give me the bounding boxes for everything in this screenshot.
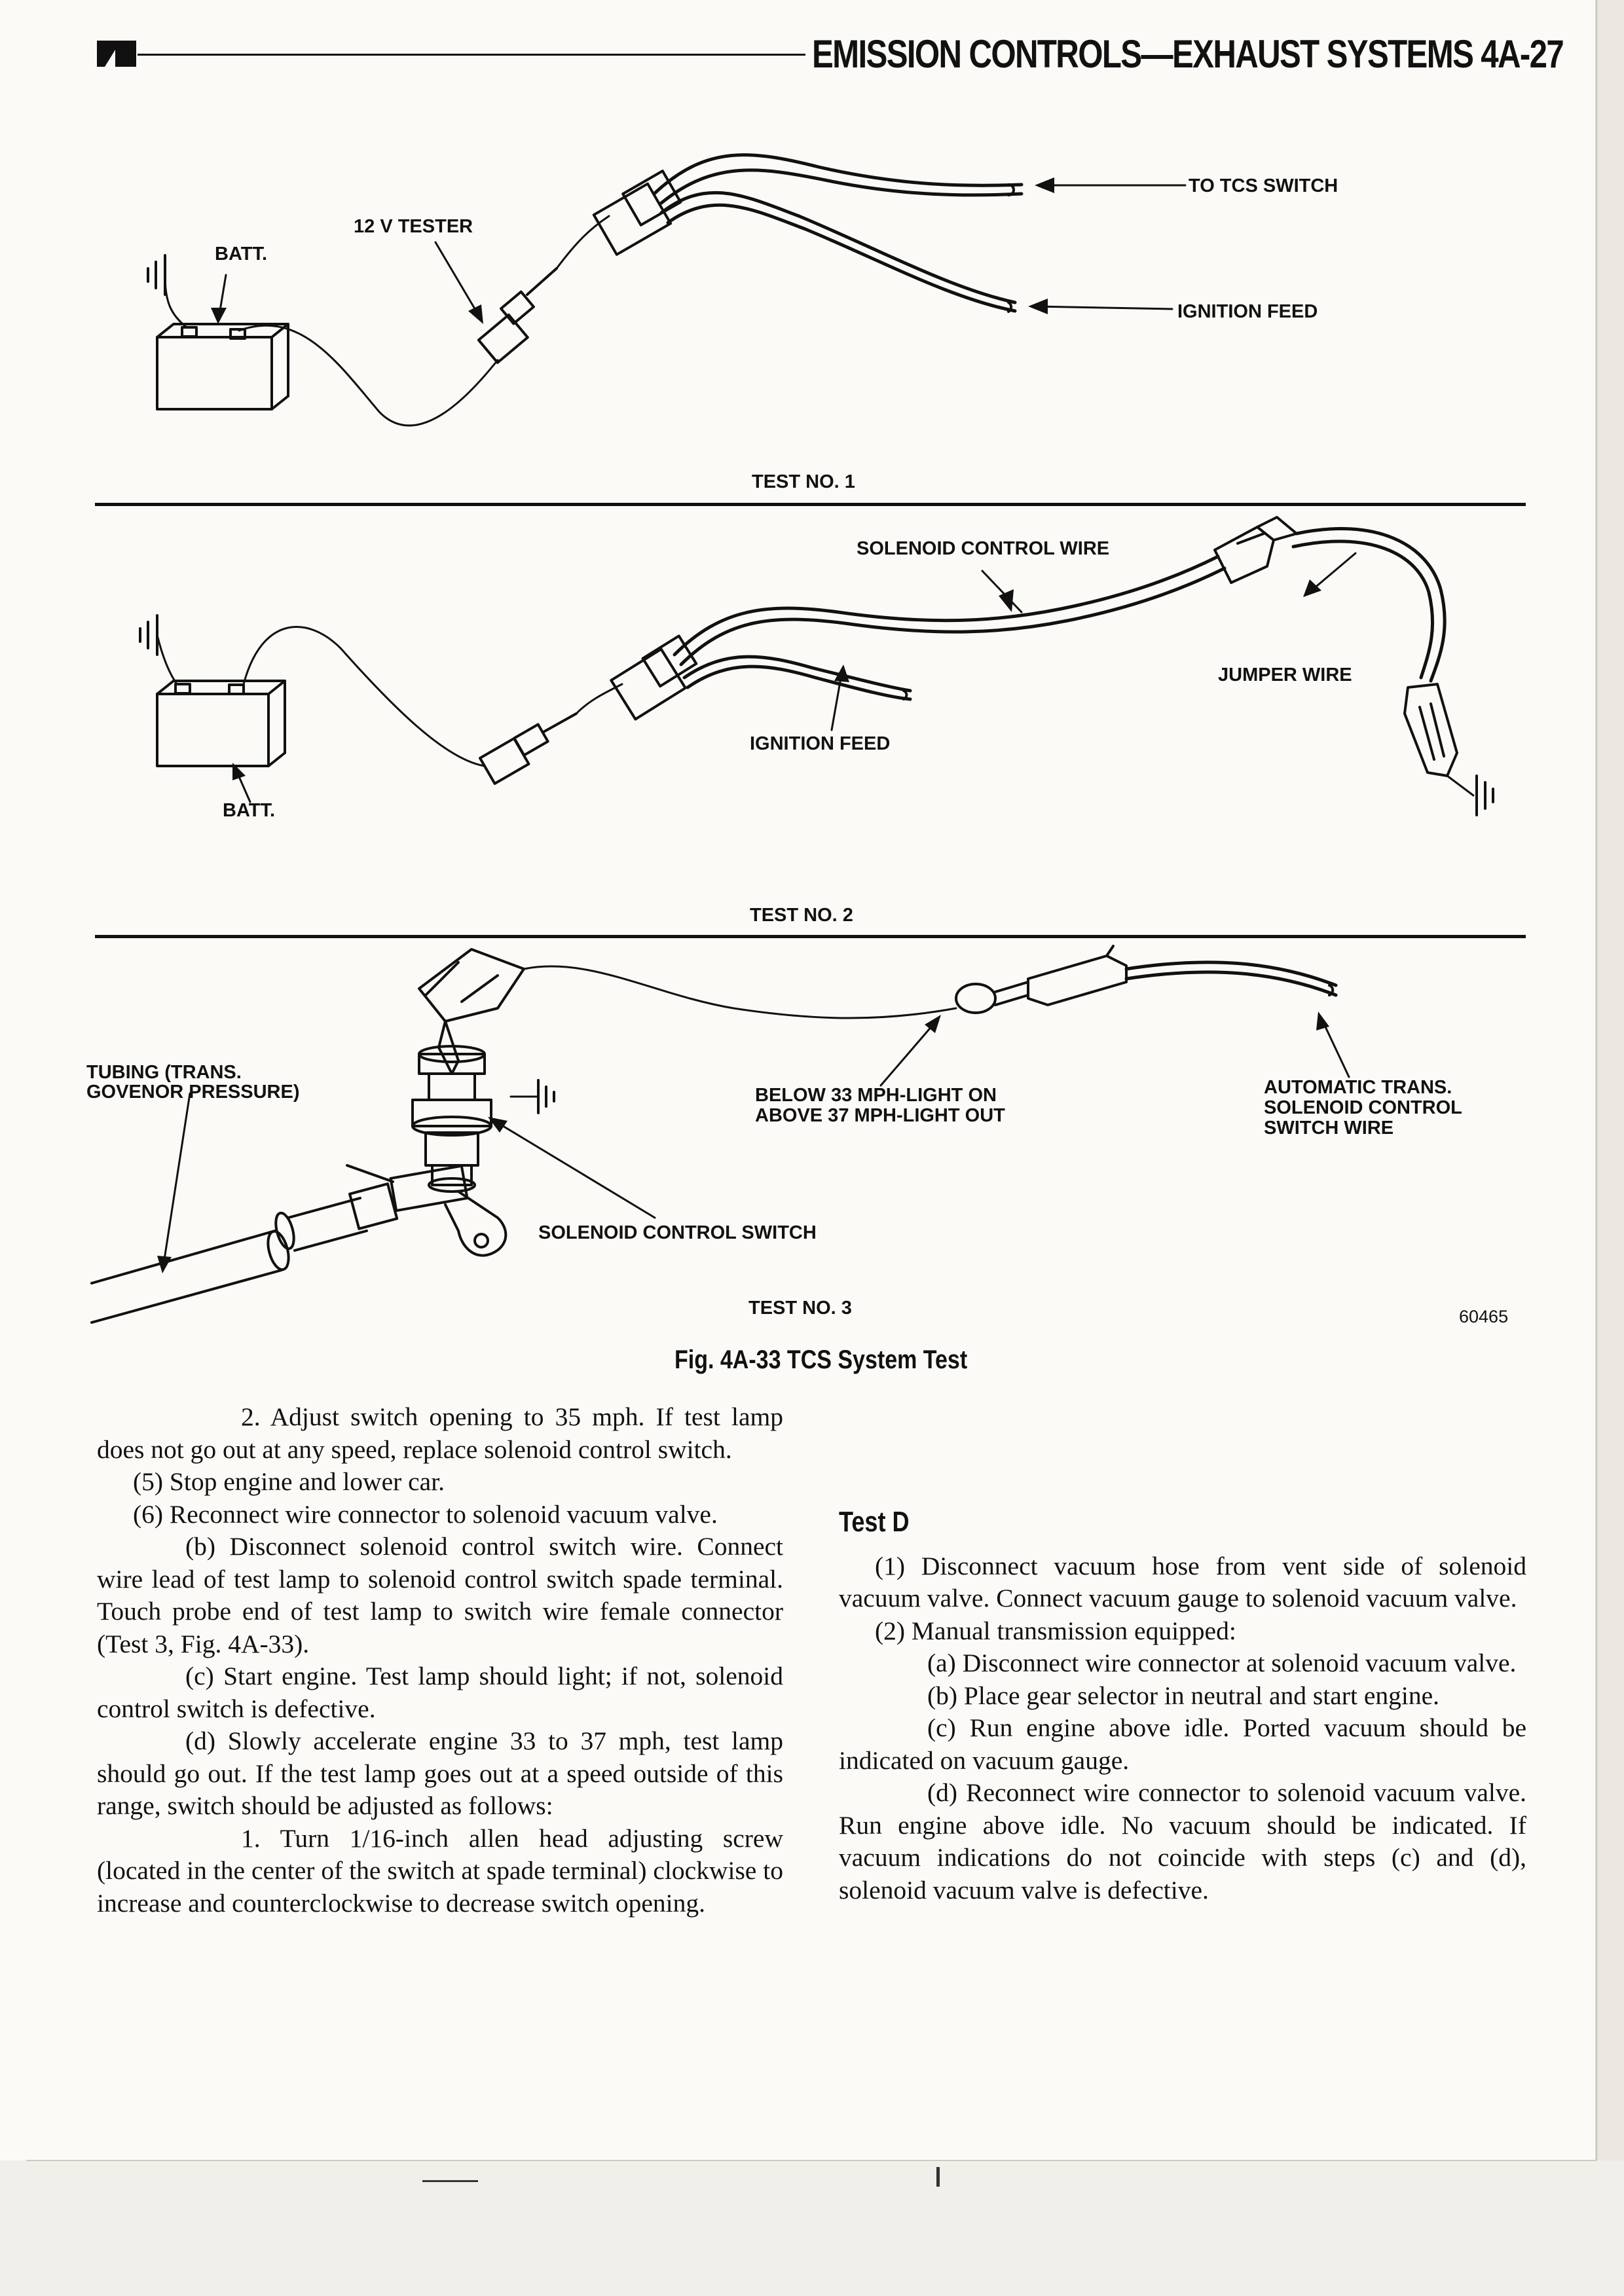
figure-caption: Fig. 4A-33 TCS System Test	[674, 1345, 968, 1374]
test3-wire-connector	[956, 946, 1126, 1013]
test3-name: TEST NO. 3	[748, 1298, 852, 1319]
paragraph: (b) Place gear selector in neutral and start engine.	[927, 1681, 1439, 1710]
footer-tick	[936, 2167, 940, 2187]
test-d-heading: Test D	[839, 1506, 910, 1538]
test3-auto-label-3: SWITCH WIRE	[1264, 1118, 1394, 1139]
tubing-fitting	[347, 1165, 506, 1256]
test1-batt-label: BATT.	[215, 244, 268, 264]
test3-auto-label-2: SOLENOID CONTROL	[1264, 1097, 1462, 1118]
paragraph: (c) Start engine. Test lamp should light; if not, solenoid control switch is defective.	[97, 1662, 783, 1723]
test3-auto-label-1: AUTOMATIC TRANS.	[1264, 1077, 1452, 1098]
paragraph: 2. Adjust switch opening to 35 mph. If test lamp does not go out at any speed, replace solenoid control switch.	[97, 1402, 783, 1464]
right-column	[839, 1506, 1526, 1906]
test1-tester-probe	[479, 268, 557, 363]
figure-code: 60465	[1459, 1307, 1509, 1326]
test2-jumper-label: JUMPER WIRE	[1218, 665, 1352, 685]
test3-switch-label: SOLENOID CONTROL SWITCH	[538, 1222, 817, 1243]
test3-above-label: ABOVE 37 MPH-LIGHT OUT	[755, 1105, 1005, 1126]
test1-battery-icon	[157, 324, 288, 409]
test2-name: TEST NO. 2	[750, 905, 853, 926]
solenoid-control-switch-icon	[413, 1046, 491, 1192]
paragraph: (b) Disconnect solenoid control switch wire. Connect wire lead of test lamp to solenoid control switch spade terminal. Touch probe end of test lamp to switch wire female connector (Test 3, Fig. 4A-33).	[97, 1532, 783, 1658]
paragraph: 1. Turn 1/16-inch allen head adjusting screw (located in the center of the switch at spade terminal) clockwise to increase and counterclockwise to decrease switch opening.	[97, 1823, 783, 1918]
paragraph: (a) Disconnect wire connector at solenoid vacuum valve.	[927, 1649, 1517, 1677]
left-column	[97, 1401, 783, 1920]
test2-divider	[95, 935, 1526, 938]
test2-ignition-label: IGNITION FEED	[750, 733, 891, 754]
test3-tubing-label-1: TUBING (TRANS.	[86, 1062, 242, 1083]
paragraph: (d) Reconnect wire connector to solenoid vacuum valve. Run engine above idle. No vacuum should be indicated. If vacuum indications do not coincide with steps (c) and (d), solenoid vacuum valve is defective.	[839, 1778, 1526, 1904]
test1-name: TEST NO. 1	[752, 471, 855, 492]
test1-tcs-label: TO TCS SWITCH	[1189, 175, 1338, 196]
test1-ground-icon	[148, 255, 165, 295]
paragraph: (6) Reconnect wire connector to solenoid vacuum valve.	[133, 1499, 718, 1529]
test3-below-label: BELOW 33 MPH-LIGHT ON	[755, 1085, 997, 1106]
paragraph: (2) Manual transmission equipped:	[875, 1616, 1236, 1645]
test3-ground-icon	[511, 1080, 554, 1113]
test2-solenoid-wire-label: SOLENOID CONTROL WIRE	[857, 538, 1110, 559]
page-header-title: EMISSION CONTROLS—EXHAUST SYSTEMS 4A-27	[812, 32, 1564, 76]
test1-divider	[95, 503, 1526, 506]
paragraph: (d) Slowly accelerate engine 33 to 37 mph, test lamp should go out. If the test lamp goes out at a speed outside of this range, switch should be adjusted as follows:	[97, 1726, 783, 1820]
test3-tubing-label-2: GOVENOR PRESSURE)	[86, 1082, 300, 1102]
transmission-tube	[92, 1184, 397, 1322]
test2-ground-icon	[140, 615, 157, 655]
test2-clip-ground-icon	[1477, 776, 1493, 815]
paragraph: (5) Stop engine and lower car.	[133, 1467, 445, 1496]
paragraph: (1) Disconnect vacuum hose from vent side of solenoid vacuum valve. Connect vacuum gauge to solenoid vacuum valve.	[839, 1551, 1526, 1613]
test1-tester-label: 12 V TESTER	[354, 216, 473, 237]
test2-battery-icon	[157, 681, 285, 766]
test2-batt-label: BATT.	[223, 800, 276, 821]
footer-rule	[422, 2180, 478, 2182]
paragraph: (c) Run engine above idle. Ported vacuum should be indicated on vacuum gauge.	[839, 1713, 1526, 1775]
test2-tester-probe	[480, 714, 576, 784]
jumper-connector-top	[1215, 517, 1297, 583]
test1-ignition-label: IGNITION FEED	[1177, 301, 1318, 322]
jumper-clip	[1405, 684, 1457, 776]
